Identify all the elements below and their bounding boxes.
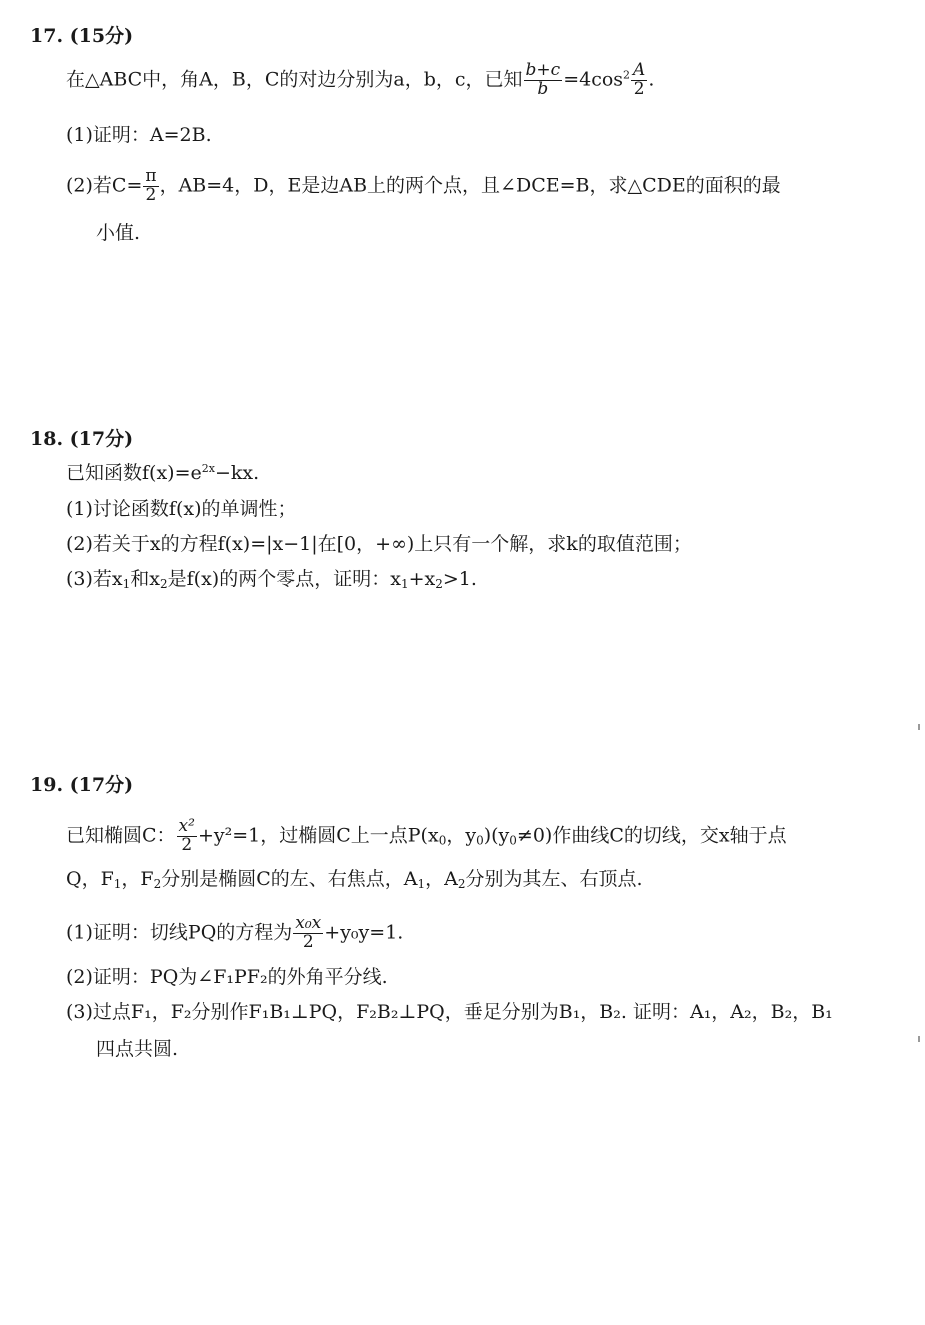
scan-mark xyxy=(918,1036,920,1042)
problem-19-part-3: (3)过点F₁，F₂分别作F₁B₁⊥PQ，F₂B₂⊥PQ，垂足分别为B₁，B₂. 证明：A₁，A₂，B₂，B₁ xyxy=(66,1001,833,1023)
problem-19-part-2: (2)证明：PQ为∠F₁PF₂的外角平分线. xyxy=(66,966,388,988)
problem-19-stem-line-2: Q，$F_1$，$F_2$分别是椭圆C的左、右焦点，$A_1$，$A_2$分别为其左、右顶点. xyxy=(66,868,643,891)
problem-19-header: 19. (17分) xyxy=(30,774,134,796)
fraction: $\frac{b+c}{b}$ xyxy=(525,60,561,99)
problem-17-part-2-cont: 小值. xyxy=(96,222,141,244)
fraction: $\frac{\text{x²}}{2}$ xyxy=(178,816,195,855)
problem-18-part-1: (1)讨论函数f(x)的单调性； xyxy=(66,498,297,520)
problem-17-header: 17. (15分) xyxy=(30,25,134,47)
problem-18-header: 18. (17分) xyxy=(30,428,134,450)
problem-17-stem: 在△ABC中，角A，B，C的对边分别为a，b，c，已知 $\frac{b+c}{b}$ $=4\cos^2$ $\frac{A}{2}$ . xyxy=(66,60,655,99)
fraction: $\frac{\text{x₀x}}{2}$ xyxy=(295,913,322,952)
fraction: $\frac{A}{2}$ xyxy=(633,60,646,99)
problem-19-part-3-cont: 四点共圆. xyxy=(96,1038,179,1060)
problem-19-part-1: (1)证明：切线PQ的方程为 $\frac{\text{x₀x}}{2}$ +y₀y=1. xyxy=(66,913,404,952)
problem-18-part-3: (3)若$x_1$和$x_2$是f(x)的两个零点，证明：$x_1+x_2>1$. xyxy=(66,568,477,591)
fraction: $\frac{\pi}{2}$ xyxy=(145,166,157,205)
problem-18-stem: 已知函数$f(x)=e^{2x}-kx$. xyxy=(66,462,260,484)
problem-19-stem: 已知椭圆C： $\frac{\text{x²}}{2}$ +y²=1，过椭圆C上一点$P(x_0$，$y_0)(y_0\ne 0)$作曲线C的切线，交x轴于点 xyxy=(66,816,787,855)
problem-17-part-1: (1)证明：A=2B. xyxy=(66,124,212,146)
problem-17-part-2: (2)若C= $\frac{\pi}{2}$ ，AB=4，D，E是边AB上的两个点，且∠DCE=B，求△CDE的面积的最 xyxy=(66,166,781,205)
problem-18-part-2: (2)若关于x的方程f(x)=|x−1|在[0，+∞)上只有一个解，求k的取值范围； xyxy=(66,533,692,555)
scan-mark xyxy=(918,724,920,730)
